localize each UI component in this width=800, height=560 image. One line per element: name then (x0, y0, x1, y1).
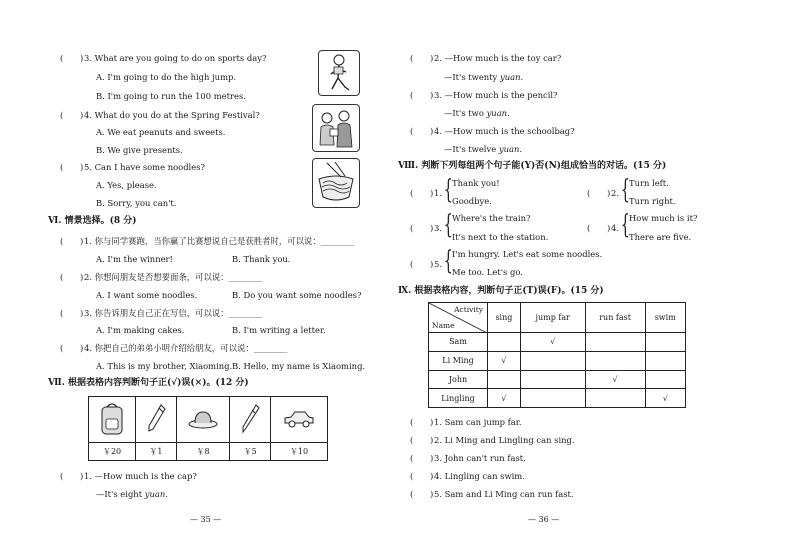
noodle-bowl-icon (313, 159, 359, 207)
noodles-picture (312, 158, 360, 208)
dialog-line: Turn right. (629, 196, 676, 206)
row-name: Sam (429, 333, 488, 352)
option-a[interactable]: A. I'm going to do the high jump. (96, 72, 237, 82)
table-row (429, 370, 686, 389)
table-corner (429, 303, 488, 333)
check-cell: √ (488, 351, 521, 370)
dialog-line: Turn left. (629, 178, 669, 188)
runner-icon (319, 51, 359, 95)
hat-icon (187, 406, 219, 432)
toy-car-cell (271, 397, 328, 443)
section-title: Ⅶ. 根据表格内容判断句子正(√)误(×)。(12 分) (48, 378, 249, 388)
statement-text: 4. Lingling can swim. (434, 471, 525, 481)
answer-bracket[interactable]: ( ) (60, 110, 84, 120)
check-cell (585, 389, 645, 408)
column-header: run fast (585, 303, 645, 333)
check-cell (645, 351, 685, 370)
schoolbag-icon (98, 401, 126, 437)
option-b[interactable]: B. I'm going to run the 100 metres. (96, 91, 246, 101)
table-row (429, 351, 686, 370)
question-text: 4. 你把自己的弟弟小明介绍给朋友，可以说：________ (84, 343, 288, 353)
toy-car-icon (282, 407, 316, 431)
answer-bracket[interactable]: ( ) (60, 162, 84, 172)
corner-name: Name (432, 321, 455, 330)
page-number: — 36 — (528, 515, 560, 524)
row-name: Li Ming (429, 351, 488, 370)
option-a[interactable]: A. I want some noodles. (96, 290, 198, 300)
dialog-line: Goodbye. (452, 196, 492, 206)
table-row (429, 333, 686, 352)
answer-bracket[interactable]: ( ) (60, 471, 84, 481)
option-b[interactable]: B. We give presents. (96, 145, 183, 155)
hat-cell (176, 397, 230, 443)
pair-number: 1. (434, 188, 442, 198)
schoolbag-cell (89, 397, 136, 443)
check-cell (520, 351, 585, 370)
section-title: Ⅵ. 情景选择。(8 分) (48, 216, 137, 226)
check-cell (488, 370, 521, 389)
pair-number: 3. (434, 223, 442, 233)
option-b[interactable]: B. Sorry, you can't. (96, 198, 177, 208)
check-cell (520, 389, 585, 408)
question-text: 3. —How much is the pencil? (434, 90, 558, 100)
dialog-line: It's next to the station. (452, 232, 549, 242)
answer-bracket[interactable]: ( ) (410, 435, 434, 445)
pencil-icon (144, 402, 168, 436)
check-cell (585, 351, 645, 370)
question-text: 4. What do you do at the Spring Festival? (84, 110, 260, 120)
dialog-line: Thank you! (452, 178, 500, 188)
check-cell (585, 333, 645, 352)
pair-number: 2. (611, 188, 619, 198)
question-text: 2. 你想问朋友是否想要面条，可以说：________ (84, 272, 263, 282)
statement-text: 5. Sam and Li Ming can run fast. (434, 489, 574, 499)
option-a[interactable]: A. This is my brother, Xiaoming. (96, 361, 233, 371)
statement-text: 3. John can't run fast. (434, 453, 526, 463)
section-title: Ⅸ. 根据表格内容，判断句子正(T)误(F)。(15 分) (398, 286, 604, 296)
dialog-line: I'm hungry. Let's eat some noodles. (452, 249, 603, 259)
pair-number: 4. (611, 223, 619, 233)
answer-bracket[interactable]: ( ) (410, 90, 434, 100)
table-row (429, 389, 686, 408)
answer-bracket[interactable]: ( ) (60, 236, 84, 246)
check-cell: √ (488, 389, 521, 408)
option-b[interactable]: B. I'm writing a letter. (232, 325, 326, 335)
section-title: Ⅷ. 判断下列每组两个句子能(Y)否(N)组成恰当的对话。(15 分) (398, 161, 667, 171)
dialog-line: How much is it? (629, 213, 698, 223)
answer-bracket[interactable]: ( ) (60, 272, 84, 282)
check-cell: √ (645, 389, 685, 408)
price-cell: ￥10 (271, 443, 328, 461)
answer-line: —It's twenty yuan. (444, 72, 524, 82)
answer-bracket[interactable]: ( ) (410, 489, 434, 499)
option-a[interactable]: A. Yes, please. (96, 180, 157, 190)
question-text: 3. 你告诉朋友自己正在写信，可以说：________ (84, 308, 263, 318)
option-a[interactable]: A. I'm the winner! (96, 254, 173, 264)
statement-text: 1. Sam can jump far. (434, 417, 522, 427)
column-header: jump far (520, 303, 585, 333)
runner-picture (318, 50, 360, 96)
dialog-line: Me too. Let's go. (452, 267, 523, 277)
check-cell: √ (585, 370, 645, 389)
option-b[interactable]: B. Do you want some noodles? (232, 290, 362, 300)
answer-bracket[interactable]: ( ) (410, 223, 434, 233)
corner-activity: Activity (454, 305, 483, 314)
statement-text: 2. Li Ming and Lingling can sing. (434, 435, 575, 445)
column-header: sing (488, 303, 521, 333)
activity-table (428, 302, 686, 408)
answer-bracket[interactable]: ( ) (60, 343, 84, 353)
price-table (88, 396, 328, 461)
people-presents-icon (313, 105, 359, 151)
answer-bracket[interactable]: ( ) (410, 53, 434, 63)
answer-bracket[interactable]: ( ) (410, 126, 434, 136)
answer-bracket[interactable]: ( ) (410, 417, 434, 427)
question-text: 4. —How much is the schoolbag? (434, 126, 575, 136)
answer-bracket[interactable]: ( ) (410, 453, 434, 463)
answer-bracket[interactable]: ( ) (410, 259, 434, 269)
brace-icon: { (443, 175, 453, 205)
column-header: swim (645, 303, 685, 333)
check-cell (645, 333, 685, 352)
question-text: 1. 你与同学赛跑，当你赢了比赛想说自己是获胜者时，可以说：________ (84, 236, 355, 246)
option-b[interactable]: B. Thank you. (232, 254, 291, 264)
presents-picture (312, 104, 360, 152)
question-text: 5. Can I have some noodles? (84, 162, 205, 172)
dialog-line: Where's the train? (452, 213, 531, 223)
page-number: — 35 — (190, 515, 222, 524)
answer-line: —It's two yuan. (444, 108, 510, 118)
answer-bracket[interactable]: ( ) (587, 223, 611, 233)
option-a[interactable]: A. I'm making cakes. (96, 325, 185, 335)
price-cell: ￥1 (136, 443, 177, 461)
option-a[interactable]: A. We eat peanuts and sweets. (96, 127, 226, 137)
price-cell: ￥20 (89, 443, 136, 461)
option-b[interactable]: B. Hello, my name is Xiaoming. (232, 361, 366, 371)
row-name: Lingling (429, 389, 488, 408)
check-cell: √ (520, 333, 585, 352)
answer-bracket[interactable]: ( ) (60, 53, 84, 63)
answer-line: —It's twelve yuan. (444, 144, 523, 154)
answer-bracket[interactable]: ( ) (410, 188, 434, 198)
pen-cell (230, 397, 271, 443)
answer-bracket[interactable]: ( ) (410, 471, 434, 481)
question-text: 1. —How much is the cap? (84, 471, 197, 481)
brace-icon: { (620, 175, 630, 205)
brace-icon: { (443, 246, 453, 276)
pencil-cell (136, 397, 177, 443)
dialog-line: There are five. (629, 232, 692, 242)
row-name: John (429, 370, 488, 389)
brace-icon: { (443, 210, 453, 240)
pair-number: 5. (434, 259, 442, 269)
question-text: 2. —How much is the toy car? (434, 53, 562, 63)
check-cell (488, 333, 521, 352)
answer-bracket[interactable]: ( ) (587, 188, 611, 198)
price-cell: ￥5 (230, 443, 271, 461)
pen-icon (238, 402, 262, 436)
price-cell: ￥8 (176, 443, 230, 461)
brace-icon: { (620, 210, 630, 240)
check-cell (520, 370, 585, 389)
question-text: 3. What are you going to do on sports day? (84, 53, 267, 63)
answer-bracket[interactable]: ( ) (60, 308, 84, 318)
check-cell (645, 370, 685, 389)
answer-line: —It's eight yuan. (96, 489, 168, 499)
